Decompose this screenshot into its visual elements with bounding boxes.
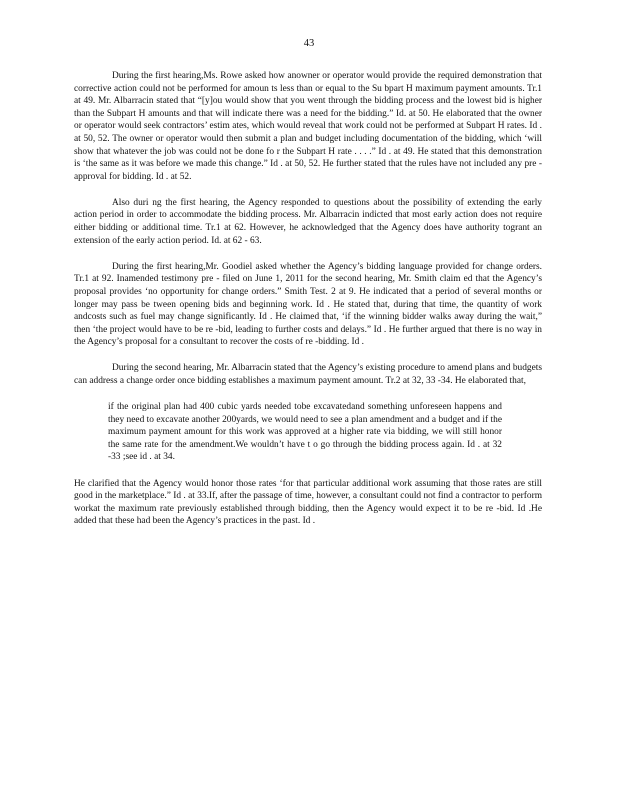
paragraph-second-hearing: During the second hearing, Mr. Albarracin stated that the Agency’s existing procedure to amend plans and budgets can address a change order once bidding establishes a maximum payment amount. Tr.2 at 32, 33 -34. He elaborated that, [74,363,542,386]
paragraph-rowe-demonstration: During the first hearing,Ms. Rowe asked how anowner or operator would provide the required demonstration that corrective action could not be performed for amoun ts less than or equal to the Su bpart H maximum payment amounts. Tr.1 at 49. Mr. Albarracin stated that “[y]ou would show that you went through the bidding process and the lowest bid is higher than the Subpart H amounts and that will indicate there was a need for the bidding.” Id. at 50. He elaborated that the owner or operator would seek contractors’ estim ates, which would reveal that work could not be performed at Subpart H rates. Id . at 50, 52. The owner or operator would then submit a plan and budget including documentation of the bidding, which ‘will show that whatever the job was could not be done fo r the Subpart H rate . . . .” Id . at 49. He stated that this demonstration is ‘the same as it was before we made this change.” Id . at 50, 52. He further stated that the rules have not included any pre -approval for bidding. Id . at 52. [74,71,542,182]
paragraph-clarification: He clarified that the Agency would honor those rates ‘for that particular additional work assuming that those rates are still good in the marketplace.” Id . at 33.If, after the passage of time, however, a consultant could not find a contractor to perform workat the maximum rate previously established through bidding, then the Agency would expect it to be re -bid. Id .He added that these had been the Agency’s practices in the past. Id . [74,478,542,527]
page-number: 43 [303,38,315,49]
paragraph-early-action: Also duri ng the first hearing, the Agency responded to questions about the possibility of extending the early action period in order to accommodate the bidding process. Mr. Albarracin indicted that most early action does not require either bidding or additional time. Tr.1 at 62. However, he acknowledged that the Agency does have authority togrant an extension of the early action period. Id. at 62 - 63. [74,197,542,246]
document-body [74,70,542,541]
block-quote: if the original plan had 400 cubic yards needed tobe excavatedand something unforeseen happens and they need to excavate another 200yards, we would need to see a plan amendment and a budget and if the maximum payment amount for this work was approved at a higher rate via bidding, we will still honor the same rate for the amendment.We wouldn’t have t o go through the bidding process again. Id . at 32 -33 ;see id . at 34. [108,402,502,463]
paragraph-change-orders: During the first hearing,Mr. Goodiel asked whether the Agency’s bidding language provided for change orders. Tr.1 at 92. Inamended testimony pre - filed on June 1, 2011 for the second hearing, Mr. Smith claim ed that the Agency’s proposal provides ‘no opportunity for change orders.” Smith Test. 2 at 9. He indicated that a period of several months or longer may pass be tween opening bids and beginning work. Id . He stated that, during that time, the quantity of work andcosts such as fuel may change significantly. Id . He claimed that, ‘if the winning bidder walks away during the wait,” then ‘the project would have to be re -bid, leading to further costs and delays.” Id . He further argued that there is no way in the Agency’s proposal for a consultant to recover the costs of re -bidding. Id . [74,261,542,348]
